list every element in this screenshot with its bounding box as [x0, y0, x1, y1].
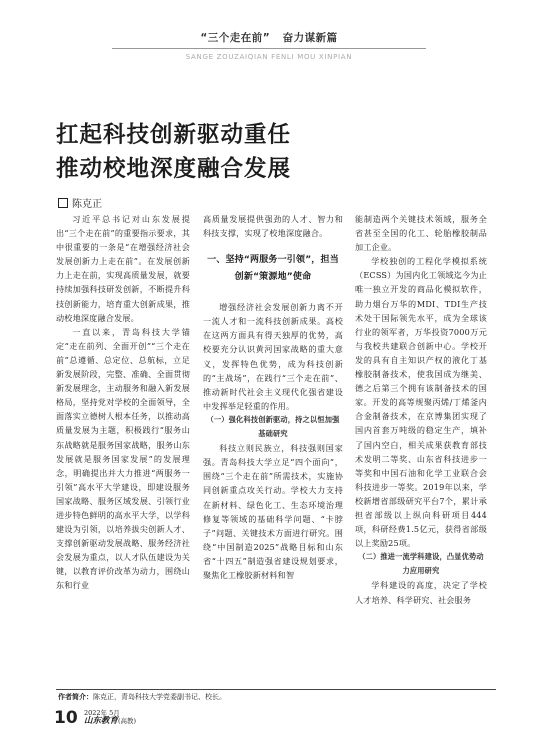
author-bio-label: 作者简介：: [58, 693, 93, 701]
issue-info: [84, 709, 136, 725]
footnote-rule: [56, 689, 496, 690]
title-line-1: 扛起科技创新驱动重任: [56, 122, 292, 148]
magazine-edition: (高教): [118, 717, 137, 725]
magazine-name: 山东教育: [84, 716, 119, 726]
paragraph: 高质量发展提供强劲的人才、智力和科技支撑，实现了校地深度融合。: [203, 214, 343, 239]
paragraph: 学校独创的工程化学模拟系统（ECSS）为国内化工领域迄今为止唯一独立开发的商品化模拟软件，助力烟台万华的MDI、TDI生产技术处于国际领先水平，成为全球该行业的领军者，万华投资7000万元与我校共建联合创新中心。学校开发的具有自主知识产权的液化丁基橡胶制备技术，使我国成为继美、德之后第三个拥有该制备技术的国家。开发的高等规聚丙烯/丁烯釜内合金制备技术，在京博集团实现了国内首套万吨级的稳定生产，填补了国内空白，相关成果获教育部技术发明二等奖、山东省科技进步一等奖和中国石油和化学工业联合会科技进步一等奖。2019年以来，学校新增省部级研究平台7个，累计承担省部级以上纵向科研项目444项，科研经费1.5亿元，获得省部级以上奖励25项。: [355, 256, 487, 549]
issue-date: 2022年 5月: [84, 709, 120, 717]
paragraph: 增强经济社会发展创新力离不开一流人才和一流科技创新成果。高校在这两方面具有得天独厚的优势，高校要充分认识黄河国家战略的重大意义，发挥特色优势，成为科技创新的“主战场”，在践行“三个走在前”、推动新时代社会主义现代化强省建设中发挥举足轻重的作用。: [203, 302, 343, 411]
header-quote: “三个走在前”: [200, 32, 271, 44]
paragraph: 科技立则民族立，科技强则国家强。青岛科技大学立足“四个面向”，围绕“三个走在前”所需技术，实施协同创新重点攻关行动。学校大力支持在新材料、绿色化工、生态环境治理修复等领域的基础科学问题、“卡脖子”问题、关键技术方面进行研究。围绕“中国制造2025”战略目标和山东省“十四五”制造强省建设规划要求，聚焦化工橡胶新材料和智: [203, 443, 343, 580]
author-name: 陈克正: [72, 199, 102, 210]
column-1: [56, 212, 190, 593]
subsection-heading: （二）推进一流学科建设，凸显优势动力应用研究: [358, 552, 484, 576]
paragraph: 习近平总书记对山东发展提出“三个走在前”的重要指示要求，其中很重要的一条是“在增强经济社会发展创新力上走在前”。在发展创新力上走在前，实现高质量发展，就要持续加强科技研发创新，不断提升科技创新能力，培育重大创新成果，推动校地深度融合发展。: [56, 214, 190, 323]
section-heading: 一、坚持“两服务一引领”，担当创新“策源地”使命: [207, 255, 339, 283]
article-title: [56, 118, 291, 186]
page-number: 10: [54, 708, 78, 728]
paragraph: 学科建设的高度，决定了学校人才培养、科学研究、社会服务: [355, 580, 487, 605]
paragraph: 能制造两个关键技术领域，服务全省甚至全国的化工、轮胎橡胶制品加工企业。: [355, 214, 487, 253]
paragraph: 一直以来，青岛科技大学锚定“走在前列、全面开创”“三个走在前”总遵循、总定位、总航标，立足新发展阶段，完整、准确、全面贯彻新发展理念，主动服务和融入新发展格局，坚持党对学校的全面领导，全面落实立德树人根本任务，以推动高质量发展为主题，积极践行“服务山东战略就是服务国家战略，服务山东发展就是服务国家发展”的发展理念，明确提出并大力推进“两服务一引领”高水平大学建设，即建设服务国家战略、服务区域发展、引领行业进步特色鲜明的高水平大学，以学科建设为引领，以培养拔尖创新人才、支撑创新驱动发展战略、服务经济社会发展为重点，以人才队伍建设为关键，以教育评价改革为动力，围绕山东和行业: [56, 326, 190, 591]
author-bio: [58, 692, 226, 702]
author-bio-text: 陈克正，青岛科技大学党委副书记、校长。: [93, 693, 226, 701]
header-pinyin: SANGE ZOUZAIQIAN FENLI MOU XINPIAN: [185, 53, 353, 61]
column-2: [203, 212, 343, 582]
title-line-2: 推动校地深度融合发展: [56, 156, 292, 182]
header-column: 奋力谋新篇: [282, 32, 338, 44]
subsection-heading: （一）强化科技创新驱动，持之以恒加强基础研究: [206, 414, 340, 439]
running-header: [0, 30, 538, 45]
column-3: [355, 212, 487, 607]
header-rule: [112, 48, 426, 49]
author-box-icon: [58, 198, 68, 208]
author-line: [58, 195, 102, 210]
